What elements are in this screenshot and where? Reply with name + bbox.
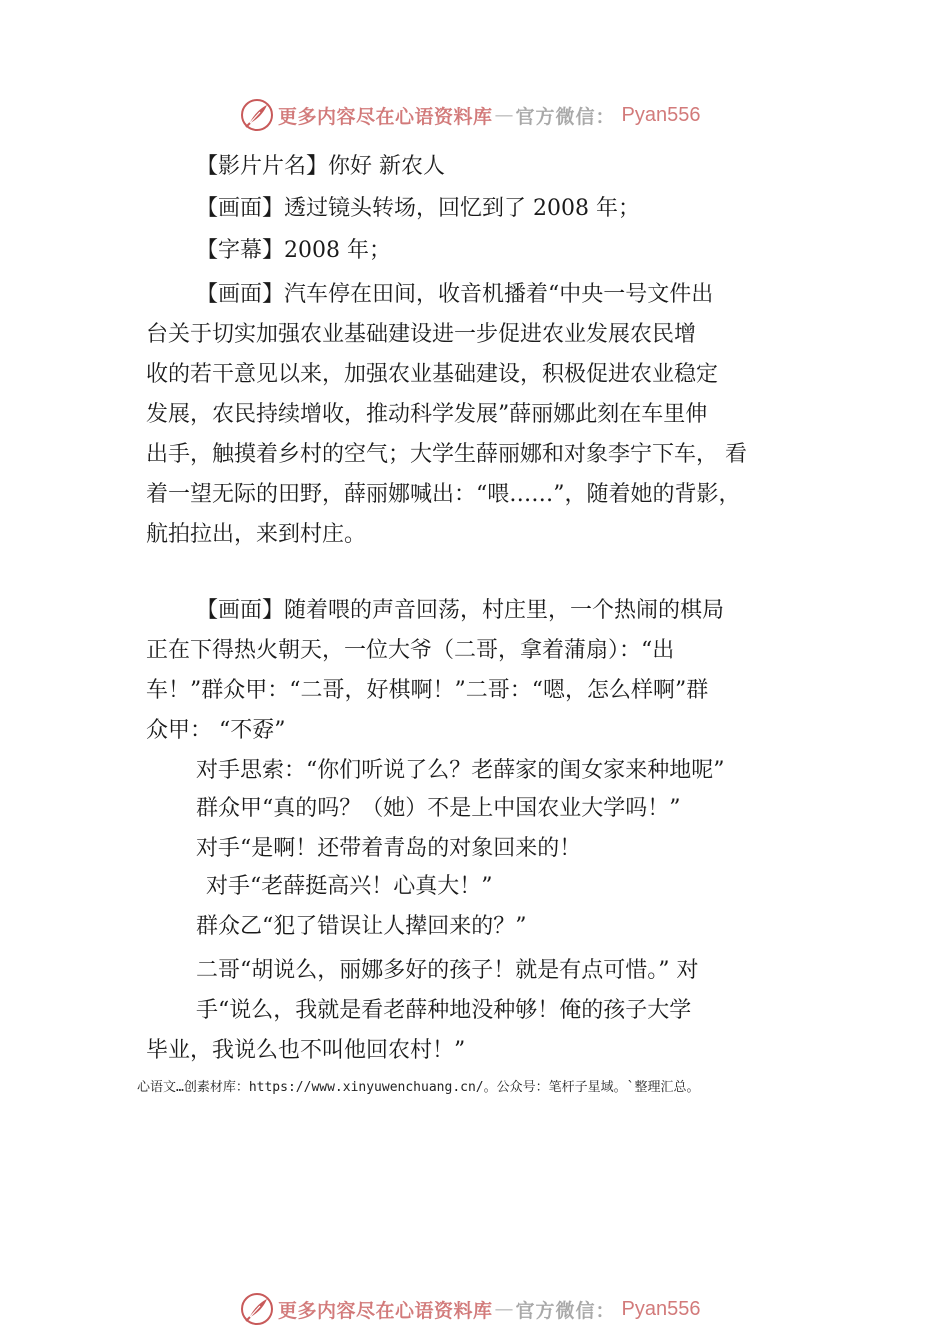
body-line: 【画面】汽车停在田间，收音机播着“中央一号文件出: [196, 282, 714, 307]
banner-official-label: 官方微信：: [515, 105, 616, 128]
body-line: 台关于切实加强农业基础建设进一步促进农业发展农民增: [146, 322, 697, 347]
footer-banner: [240, 1291, 701, 1327]
banner-wechat-id: Pyan556: [621, 103, 701, 126]
body-line: 【影片片名】你好 新农人: [196, 154, 445, 179]
body-line: 出手，触摸着乡村的空气；大学生薛丽娜和对象李宁下车， 看: [146, 442, 747, 467]
body-line: 众甲： “不孬”: [146, 718, 286, 743]
body-line: 车！”群众甲：“二哥，好棋啊！”二哥：“嗯，怎么样啊”群: [146, 678, 709, 703]
body-line: 群众甲“真的吗？（她）不是上中国农业大学吗！”: [196, 796, 681, 821]
body-line: 毕业，我说么也不叫他回农村！”: [146, 1038, 466, 1063]
body-line: 着一望无际的田野，薛丽娜喊出：“喂……”，随着她的背影，: [146, 482, 741, 507]
banner-official-label: 官方微信：: [515, 1299, 616, 1322]
banner-slogan: 更多内容尽在心语资料库: [278, 1299, 493, 1322]
body-line: 对手思索：“你们听说了么？老薛家的闺女家来种地呢”: [196, 758, 725, 783]
body-line: 【画面】随着喂的声音回荡，村庄里，一个热闹的棋局: [196, 598, 725, 623]
body-line: 正在下得热火朝天，一位大爷（二哥，拿着蒲扇）：“出: [146, 638, 675, 663]
header-banner: [240, 97, 701, 133]
body-line: 手“说么，我就是看老薛种地没种够！俺的孩子大学: [196, 998, 692, 1023]
source-note: 心语文…创素材库：https://www.xinyuwenchuang.cn/。公众号：笔杆子星域。`整理汇总。: [137, 1080, 700, 1095]
feather-pen-logo-icon: [240, 98, 274, 132]
banner-slogan: 更多内容尽在心语资料库: [278, 105, 493, 128]
banner-dash: —: [494, 1298, 514, 1320]
body-line: 收的若干意见以来，加强农业基础建设，积极促进农业稳定: [146, 362, 719, 387]
body-line: 【字幕】2008 年；: [196, 238, 391, 263]
feather-pen-logo-icon: [240, 1292, 274, 1326]
banner-wechat-id: Pyan556: [621, 1297, 701, 1320]
body-line: 对手“是啊！还带着青岛的对象回来的！: [196, 836, 582, 861]
body-line: 群众乙“犯了错误让人撵回来的？”: [196, 914, 527, 939]
banner-dash: —: [494, 104, 514, 126]
body-line: 【画面】透过镜头转场，回忆到了 2008 年；: [196, 196, 640, 221]
body-line: 发展，农民持续增收，推动科学发展”薛丽娜此刻在车里伸: [146, 402, 708, 427]
body-line: 对手“老薛挺高兴！心真大！”: [206, 874, 493, 899]
body-line: 二哥“胡说么，丽娜多好的孩子！就是有点可惜。” 对: [196, 958, 699, 983]
body-line: 航拍拉出，来到村庄。: [146, 522, 367, 547]
